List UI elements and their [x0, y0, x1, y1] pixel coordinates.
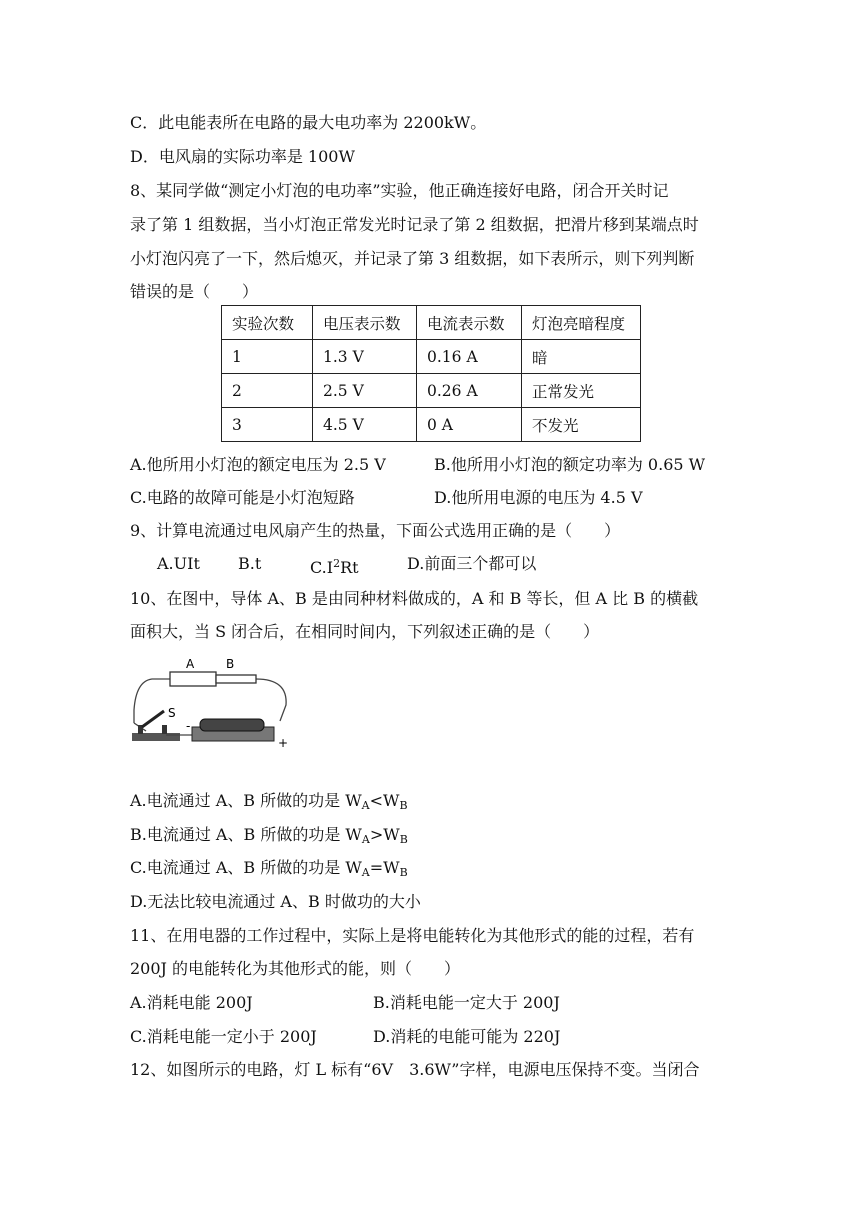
subscript: A — [361, 799, 370, 812]
table-cell: 2 — [222, 374, 313, 408]
label-s: S — [168, 706, 176, 720]
q8-option-c: C.电路的故障可能是小灯泡短路 — [130, 488, 355, 507]
q10-option-a — [130, 790, 408, 817]
option-text: A.电流通过 A、B 所做的功是 W — [130, 791, 362, 810]
table-cell: 0.26 A — [417, 374, 522, 408]
subscript: A — [361, 866, 370, 879]
option-c-prev: C．此电能表所在电路的最大电功率为 2200kW。 — [130, 113, 487, 132]
q10-stem-line1: 10、在图中，导体 A、B 是由同种材料做成的，A 和 B 等长，但 A 比 B 的横截 — [130, 589, 699, 608]
table-cell: 4.5 V — [313, 408, 417, 442]
q11-option-b: B.消耗电能一定大于 200J — [373, 993, 560, 1012]
q11-stem-line2: 200J 的电能转化为其他形式的能，则（ ） — [130, 959, 461, 978]
switch-base — [132, 733, 180, 741]
q8-option-b: B.他所用小灯泡的额定功率为 0.65 W — [434, 455, 706, 474]
q11-option-c: C.消耗电能一定小于 200J — [130, 1027, 317, 1046]
table-header-cell: 灯泡亮暗程度 — [522, 306, 641, 340]
table-cell: 0 A — [417, 408, 522, 442]
q8-stem-line1: 8、某同学做“测定小灯泡的电功率”实验，他正确连接好电路，闭合开关时记 — [130, 181, 669, 200]
q10-option-c — [130, 857, 408, 884]
table-cell: 3 — [222, 408, 313, 442]
table-cell: 1 — [222, 340, 313, 374]
table-header-cell: 电流表示数 — [417, 306, 522, 340]
conductor-b — [216, 675, 256, 683]
option-text: <W — [369, 791, 400, 810]
q11-option-a: A.消耗电能 200J — [130, 993, 253, 1012]
q10-option-b — [130, 824, 408, 851]
q8-option-d: D.他所用电源的电压为 4.5 V — [434, 488, 643, 507]
q9-option-c — [310, 553, 359, 579]
subscript: B — [399, 799, 408, 812]
q9-option-b: B.t — [238, 554, 262, 573]
q8-option-a: A.他所用小灯泡的额定电压为 2.5 V — [130, 455, 386, 474]
q9-option-d: D.前面三个都可以 — [407, 554, 537, 573]
q8-stem-line3: 小灯泡闪亮了一下，然后熄灭，并记录了第 3 组数据，如下表所示，则下列判断 — [130, 249, 695, 268]
option-text: B.电流通过 A、B 所做的功是 W — [130, 825, 362, 844]
switch-lever — [142, 711, 164, 727]
table-cell: 不发光 — [522, 408, 641, 442]
table-cell: 正常发光 — [522, 374, 641, 408]
superscript: 2 — [333, 557, 341, 570]
battery-cell — [200, 719, 264, 731]
label-plus: + — [278, 736, 289, 750]
q10-stem-line2: 面积大，当 S 闭合后，在相同时间内，下列叙述正确的是（ ） — [130, 622, 600, 641]
q10-option-d: D.无法比较电流通过 A、B 时做功的大小 — [130, 892, 421, 911]
option-text: C.电流通过 A、B 所做的功是 W — [130, 858, 362, 877]
q8-stem-line2: 录了第 1 组数据，当小灯泡正常发光时记录了第 2 组数据，把滑片移到某端点时 — [130, 215, 699, 234]
wire — [134, 679, 170, 723]
q8-data-table — [221, 305, 641, 442]
switch-post — [162, 725, 167, 734]
table-cell: 1.3 V — [313, 340, 417, 374]
q9-option-c-suffix: Rt — [340, 558, 359, 577]
table-header-cell: 实验次数 — [222, 306, 313, 340]
label-b: B — [226, 657, 235, 671]
table-cell: 暗 — [522, 340, 641, 374]
q11-stem-line1: 11、在用电器的工作过程中，实际上是将电能转化为其他形式的能的过程，若有 — [130, 926, 695, 945]
table-row — [222, 374, 641, 408]
q9-option-a: A.UIt — [157, 554, 200, 573]
subscript: B — [399, 833, 408, 846]
q8-stem-line4: 错误的是（ ） — [130, 282, 259, 301]
q9-stem: 9、计算电流通过电风扇产生的热量，下面公式选用正确的是（ ） — [130, 521, 621, 540]
label-a: A — [186, 657, 195, 671]
table-row — [222, 340, 641, 374]
subscript: A — [361, 833, 370, 846]
option-text: >W — [369, 825, 400, 844]
q11-option-d: D.消耗的电能可能为 220J — [373, 1027, 561, 1046]
table-row — [222, 408, 641, 442]
table-header-row — [222, 306, 641, 340]
q12-stem-line1: 12、如图所示的电路，灯 L 标有“6V 3.6W”字样，电源电压保持不变。当闭合 — [130, 1060, 700, 1079]
option-text: =W — [369, 858, 400, 877]
table-cell: 2.5 V — [313, 374, 417, 408]
subscript: B — [399, 866, 408, 879]
table-header-cell: 电压表示数 — [313, 306, 417, 340]
label-minus: - — [186, 719, 191, 733]
q10-circuit-figure — [128, 655, 298, 750]
conductor-a — [170, 672, 216, 686]
wire — [256, 679, 286, 721]
q9-option-c-prefix: C.I — [310, 558, 334, 577]
option-d-prev: D．电风扇的实际功率是 100W — [130, 147, 355, 166]
table-cell: 0.16 A — [417, 340, 522, 374]
